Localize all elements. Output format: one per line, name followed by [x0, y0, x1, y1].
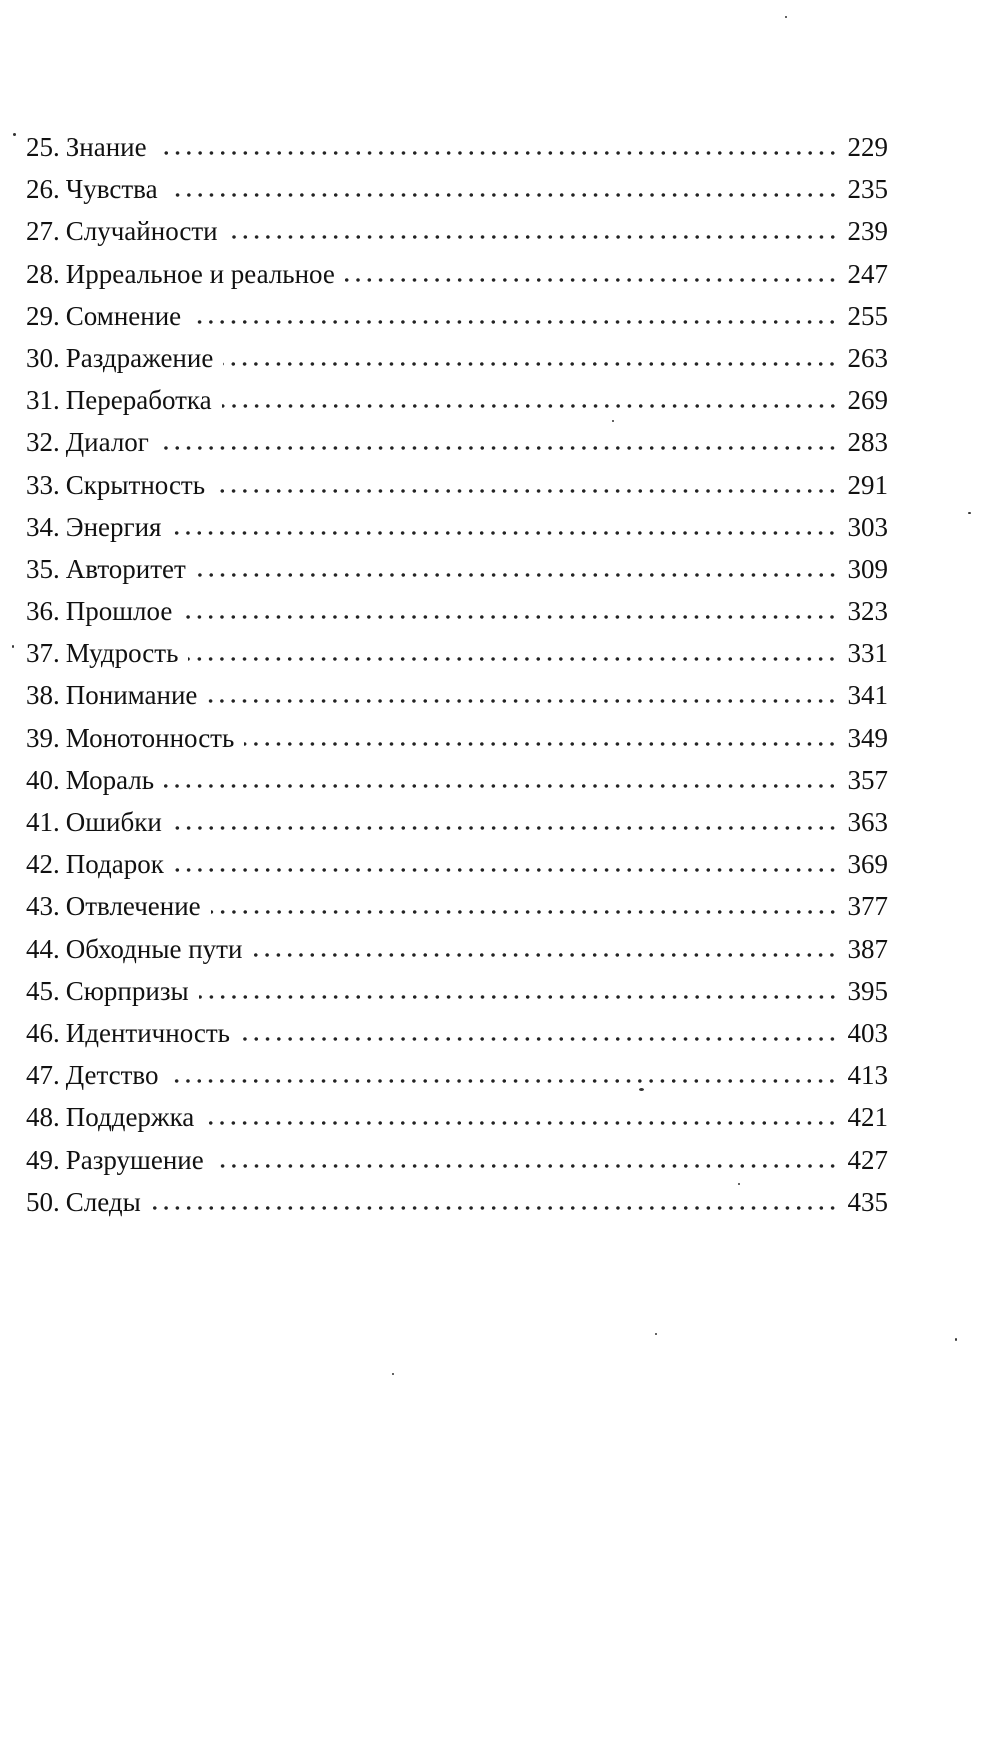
toc-entry-30 — [26, 337, 888, 379]
toc-entry-page: 377 — [847, 891, 888, 922]
toc-entry-page: 331 — [847, 638, 888, 669]
toc-entry-44 — [26, 928, 888, 970]
toc-entry-number: 31. — [26, 385, 60, 416]
toc-entry-number: 39. — [26, 722, 60, 753]
dot-leader — [214, 1163, 838, 1169]
toc-entry-34 — [26, 506, 888, 548]
toc-entry-number: 40. — [26, 764, 60, 795]
scan-speck — [13, 133, 16, 136]
dot-leader — [240, 1036, 838, 1042]
toc-entry-number: 34. — [26, 511, 60, 542]
toc-entry-page: 435 — [847, 1186, 888, 1217]
toc-entry-number: 38. — [26, 680, 60, 711]
toc-entry-number: 45. — [26, 975, 60, 1006]
dot-leader — [345, 277, 838, 283]
toc-entry-page: 303 — [847, 511, 888, 542]
toc-entry-49 — [26, 1139, 888, 1181]
toc-entry-48 — [26, 1096, 888, 1138]
toc-entry-31 — [26, 379, 888, 421]
toc-entry-title: Разрушение — [65, 1144, 204, 1175]
toc-entry-page: 395 — [847, 975, 888, 1006]
dot-leader — [159, 445, 838, 451]
toc-entry-title: Диалог — [65, 427, 149, 458]
toc-entry-33 — [26, 464, 888, 506]
dot-leader — [172, 825, 838, 831]
toc-entry-page: 283 — [847, 427, 888, 458]
toc-entry-number: 30. — [26, 342, 60, 373]
toc-entry-number: 36. — [26, 596, 60, 627]
dot-leader — [182, 614, 838, 620]
toc-entry-page: 255 — [847, 300, 888, 331]
toc-entry-number: 37. — [26, 638, 60, 669]
dot-leader — [174, 867, 838, 873]
dot-leader — [244, 741, 838, 747]
toc-entry-title: Авторитет — [65, 553, 186, 584]
toc-entry-page: 387 — [847, 933, 888, 964]
toc-entry-number: 50. — [26, 1186, 60, 1217]
toc-entry-number: 29. — [26, 300, 60, 331]
dot-leader — [151, 1205, 838, 1211]
toc-entry-number: 46. — [26, 1017, 60, 1048]
toc-entry-number: 44. — [26, 933, 60, 964]
toc-entry-number: 28. — [26, 258, 60, 289]
toc-entry-page: 349 — [847, 722, 888, 753]
toc-entry-page: 363 — [847, 807, 888, 837]
scan-speck — [968, 512, 971, 514]
toc-entry-title: Мораль — [65, 764, 155, 795]
toc-entry-40 — [26, 759, 888, 801]
dot-leader — [207, 698, 838, 704]
toc-entry-title: Монотонность — [65, 722, 235, 753]
toc-entry-title: Поддержка — [65, 1102, 195, 1133]
toc-entry-title: Прошлое — [65, 596, 173, 627]
dot-leader — [191, 319, 838, 325]
toc-entry-title: Мудрость — [65, 638, 179, 669]
toc-entry-number: 43. — [26, 891, 60, 922]
toc-entry-title: Скрытность — [65, 469, 206, 500]
scan-speck — [738, 1183, 740, 1185]
dot-leader — [157, 150, 838, 156]
toc-entry-title: Раздражение — [65, 342, 214, 373]
toc-entry-number: 35. — [26, 553, 60, 584]
toc-entry-title: Подарок — [65, 849, 164, 880]
toc-entry-number: 47. — [26, 1060, 60, 1091]
toc-entry-39 — [26, 717, 888, 759]
scan-speck — [655, 1333, 657, 1335]
toc-entry-page: 291 — [847, 469, 888, 500]
dot-leader — [188, 656, 838, 662]
toc-entry-title: Сюрпризы — [65, 975, 189, 1006]
toc-entry-page: 263 — [847, 342, 888, 373]
toc-entry-title: Чувства — [65, 174, 158, 205]
toc-entry-page: 413 — [847, 1060, 888, 1091]
toc-entry-number: 42. — [26, 849, 60, 880]
toc-entry-title: Детство — [65, 1060, 159, 1091]
dot-leader — [223, 361, 838, 367]
toc-entry-number: 27. — [26, 216, 60, 247]
dot-leader — [168, 192, 838, 198]
scan-speck — [392, 1373, 394, 1375]
toc-entry-41 — [26, 801, 888, 843]
toc-entry-46 — [26, 1012, 888, 1054]
scan-speck — [639, 1088, 644, 1091]
toc-entry-29 — [26, 295, 888, 337]
toc-entry-number: 49. — [26, 1144, 60, 1175]
toc-entry-title: Обходные пути — [65, 933, 243, 964]
toc-entry-title: Ошибки — [65, 807, 162, 837]
toc-entry-25 — [26, 126, 888, 168]
dot-leader — [171, 530, 838, 536]
toc-entry-35 — [26, 548, 888, 590]
toc-entry-title: Переработка — [65, 385, 212, 416]
toc-entry-title: Отвлечение — [65, 891, 201, 922]
dot-leader — [222, 403, 838, 409]
toc-entry-page: 369 — [847, 849, 888, 880]
toc-entry-32 — [26, 421, 888, 463]
toc-entry-page: 341 — [847, 680, 888, 711]
toc-entry-page: 239 — [847, 216, 888, 247]
dot-leader — [168, 1078, 838, 1084]
toc-entry-43 — [26, 885, 888, 927]
toc-entry-page: 269 — [847, 385, 888, 416]
toc-entry-number: 25. — [26, 132, 60, 162]
toc-entry-title: Знание — [65, 132, 147, 162]
scan-speck — [12, 645, 14, 648]
scan-speck — [955, 1338, 957, 1341]
dot-leader — [196, 572, 838, 578]
toc-entry-title: Понимание — [65, 680, 198, 711]
toc-entry-number: 33. — [26, 469, 60, 500]
dot-leader — [228, 234, 838, 240]
toc-entry-page: 421 — [847, 1102, 888, 1133]
table-of-contents — [26, 126, 888, 1223]
toc-entry-title: Случайности — [65, 216, 218, 247]
toc-entry-47 — [26, 1054, 888, 1096]
toc-entry-26 — [26, 168, 888, 210]
toc-entry-50 — [26, 1181, 888, 1223]
toc-entry-37 — [26, 632, 888, 674]
toc-entry-number: 32. — [26, 427, 60, 458]
toc-entry-page: 403 — [847, 1017, 888, 1048]
toc-entry-page: 247 — [847, 258, 888, 289]
toc-entry-page: 357 — [847, 764, 888, 795]
toc-entry-number: 41. — [26, 807, 60, 837]
toc-entry-number: 26. — [26, 174, 60, 205]
scan-speck — [612, 420, 614, 422]
toc-entry-page: 427 — [847, 1144, 888, 1175]
toc-entry-title: Энергия — [65, 511, 162, 542]
toc-entry-title: Ирреальное и реальное — [65, 258, 335, 289]
dot-leader — [252, 952, 838, 958]
toc-entry-28 — [26, 253, 888, 295]
toc-entry-title: Следы — [65, 1186, 141, 1217]
toc-entry-title: Сомнение — [65, 300, 182, 331]
toc-entry-page: 235 — [847, 174, 888, 205]
toc-entry-42 — [26, 843, 888, 885]
toc-entry-27 — [26, 210, 888, 252]
toc-entry-36 — [26, 590, 888, 632]
dot-leader — [215, 488, 838, 494]
scan-speck — [785, 16, 787, 18]
dot-leader — [164, 783, 838, 789]
dot-leader — [199, 994, 838, 1000]
toc-entry-45 — [26, 970, 888, 1012]
toc-entry-page: 309 — [847, 553, 888, 584]
toc-entry-page: 229 — [847, 132, 888, 162]
dot-leader — [211, 909, 838, 915]
toc-entry-38 — [26, 674, 888, 716]
toc-entry-number: 48. — [26, 1102, 60, 1133]
toc-entry-page: 323 — [847, 596, 888, 627]
dot-leader — [204, 1120, 838, 1126]
toc-entry-title: Идентичность — [65, 1017, 230, 1048]
